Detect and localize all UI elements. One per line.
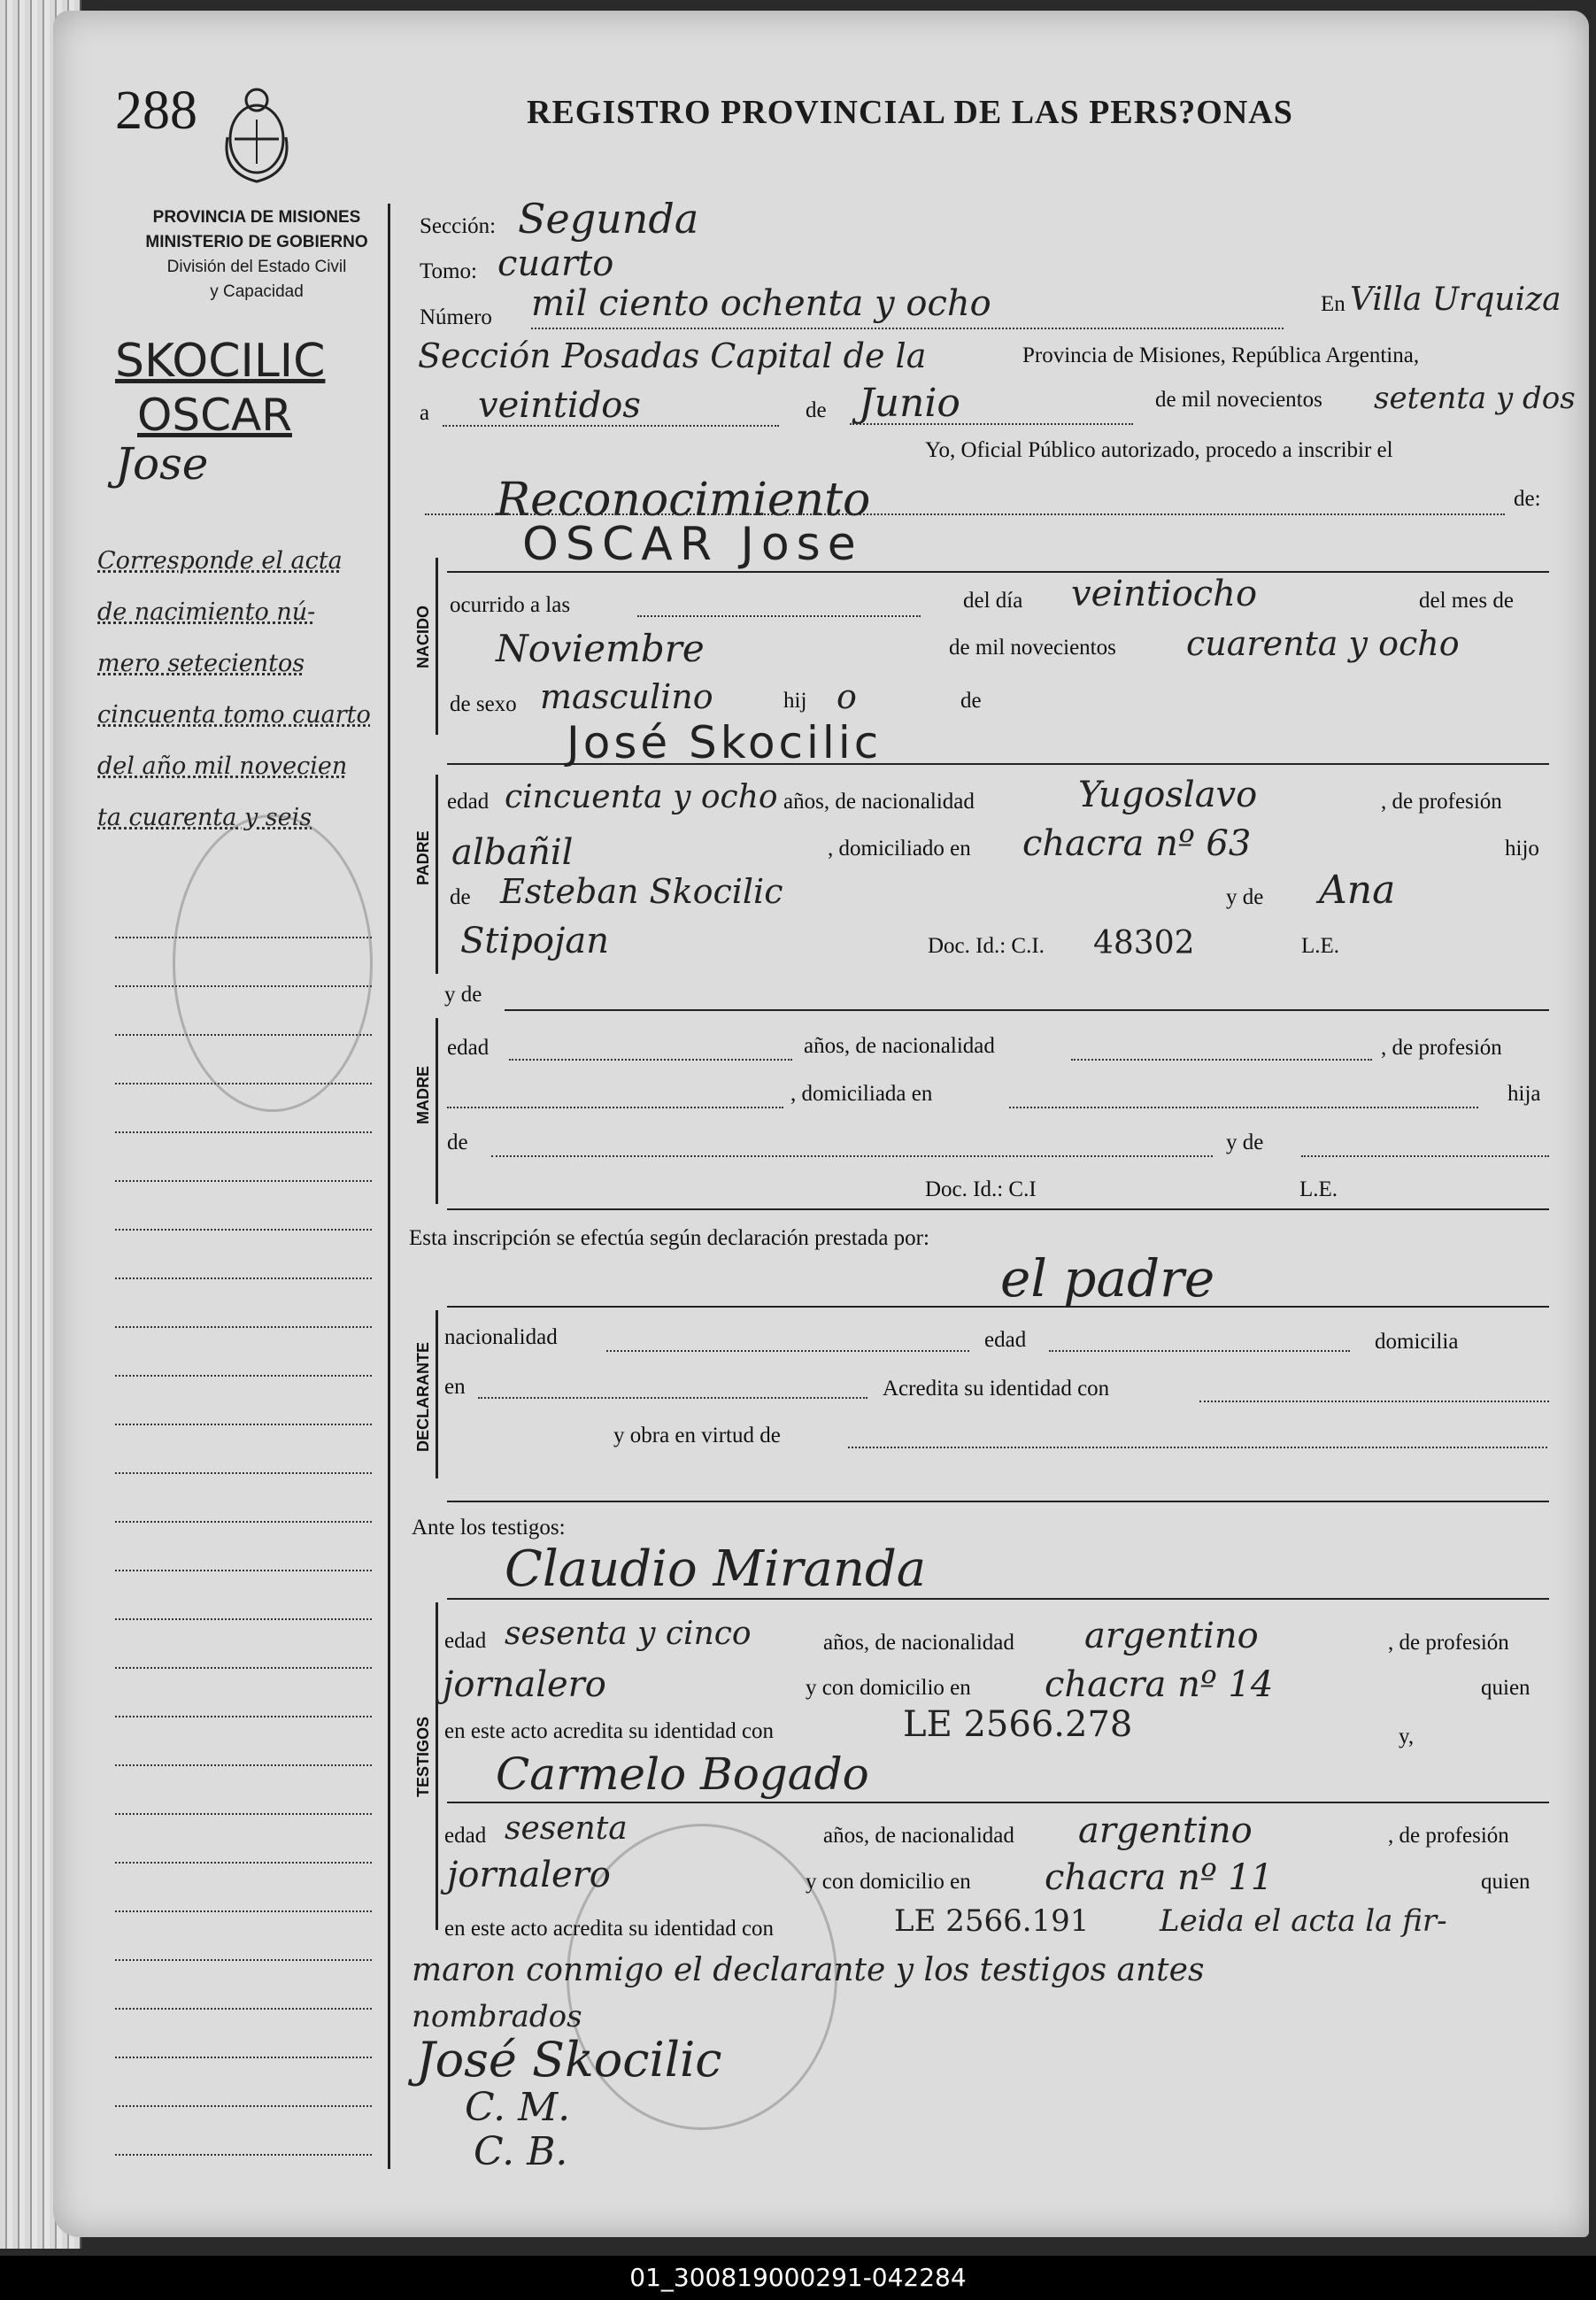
margin-note: [97, 536, 371, 844]
margin-rule-line: [115, 1375, 372, 1377]
margin-rule-line: [115, 1424, 372, 1425]
madre-prof-line: [447, 1107, 783, 1108]
t1-doc-value: LE 2566.278: [903, 1704, 1133, 1745]
padre-prof-label: , de profesión: [1381, 790, 1502, 814]
declarante-obra-label: y obra en virtud de: [613, 1424, 781, 1447]
abuela-apellido: Stipojan: [460, 921, 609, 961]
numero-value: mil ciento ochenta y ocho: [531, 283, 991, 324]
testigo2-nombre: Carmelo Bogado: [496, 1748, 869, 1800]
madre-y-de2-label: y de: [1226, 1131, 1264, 1154]
margin-rule-line: [115, 1862, 372, 1864]
main-vertical-rule: [388, 204, 390, 2169]
margin-rule-line: [115, 2154, 372, 2156]
office-line-3: División del Estado Civil: [166, 258, 347, 276]
margin-rule-line: [115, 1521, 372, 1523]
oficial-text: Yo, Oficial Público autorizado, procedo a inscribir el: [925, 438, 1393, 462]
madre-doc-label: Doc. Id.: C.I: [925, 1177, 1037, 1201]
margin-rule-line: [115, 1813, 372, 1815]
declarante-section-label: DECLARANTE: [414, 1342, 432, 1452]
t1-prof-value: jornalero: [443, 1664, 606, 1705]
closing-line-2: maron conmigo el declarante y los testigos antes: [412, 1952, 1205, 1988]
declarante-edad-line: [1049, 1350, 1350, 1352]
numero-label: Número: [420, 305, 492, 329]
t2-dom-label: y con domicilio en: [806, 1870, 971, 1894]
page-title: REGISTRO PROVINCIAL DE LAS PERS?ONAS: [527, 94, 1293, 131]
margin-note-line: ta cuarenta y seis: [97, 804, 312, 831]
margin-note-line: del año mil novecien: [97, 753, 348, 780]
padre-edad-value: cincuenta y ocho: [505, 779, 778, 815]
madre-madre-line: [1301, 1155, 1549, 1157]
declarante-intro: Esta inscripción se efectúa según declaración prestada por:: [409, 1226, 929, 1250]
margin-rule-line: [115, 1180, 372, 1182]
padre-prof-value: albañil: [451, 832, 574, 873]
page-number: 288: [115, 81, 197, 141]
nacido-dia-value: veintiocho: [1071, 574, 1258, 614]
ocurrido-label: ocurrido a las: [450, 593, 571, 617]
margin-rule-line: [115, 1910, 372, 1912]
declarante-nac-label: nacionalidad: [444, 1325, 558, 1349]
padre-dom-value: chacra nº 63: [1022, 823, 1252, 864]
nacido-rule: [436, 558, 438, 735]
hijo-label: hij: [783, 689, 807, 713]
padre-edad-label: edad: [447, 790, 490, 814]
margin-rule-line: [115, 1764, 372, 1766]
t1-prof-label: , de profesión: [1388, 1631, 1509, 1655]
mes-line: [850, 423, 1133, 425]
t2-prof-label: , de profesión: [1388, 1824, 1509, 1848]
margin-note-line: cincuenta tomo cuarto: [97, 701, 371, 729]
declarante-en-line: [478, 1397, 867, 1399]
image-id-label: 01_300819000291-042284: [629, 2263, 967, 2292]
margin-rule-line: [115, 1959, 372, 1961]
declarante-end-line: [447, 1501, 1549, 1502]
argentina-coat-of-arms-icon: [217, 84, 297, 190]
t2-edad-value: sesenta: [505, 1810, 628, 1847]
testigo-initials: C. M.: [465, 2085, 571, 2130]
nombre-value: OSCAR Jose: [522, 518, 863, 571]
t2-edad-label: edad: [444, 1824, 487, 1848]
office-line-1: PROVINCIA DE MISIONES: [152, 208, 361, 227]
madre-y-de-label: y de: [444, 983, 482, 1007]
t1-nac-value: argentino: [1084, 1616, 1259, 1656]
t2-nac-label: años, de nacionalidad: [823, 1824, 1014, 1848]
margin-given-2: Jose: [115, 438, 209, 490]
padre-dom-label: , domiciliado en: [828, 837, 971, 861]
dia-value: veintidos: [478, 385, 641, 426]
declarante-acredita-line: [1199, 1401, 1549, 1402]
margin-surname: SKOCILIC: [115, 335, 326, 388]
t1-quien-label: quien: [1481, 1676, 1530, 1700]
t1-edad-value: sesenta y cinco: [505, 1616, 752, 1652]
office-block: [106, 205, 407, 305]
office-line-4: y Capacidad: [210, 282, 304, 301]
t2-quien-label: quien: [1481, 1870, 1530, 1894]
declarante-value: el padre: [1000, 1248, 1215, 1308]
t1-dom-value: chacra nº 14: [1045, 1664, 1274, 1705]
provincia-text: Provincia de Misiones, República Argentina,: [1022, 343, 1420, 367]
margin-rule-line: [115, 1277, 372, 1279]
declarante-dom-label: domicilia: [1375, 1330, 1459, 1354]
sexo-label: de sexo: [450, 692, 517, 716]
padre-de-label: de: [450, 885, 471, 909]
margin-rule-line: [115, 1472, 372, 1474]
padre-le-label: L.E.: [1301, 934, 1340, 958]
nacido-mes-value: Noviembre: [496, 627, 705, 670]
registry-stamp: [173, 814, 373, 1112]
margin-rule-line: [115, 2057, 372, 2058]
en-label: En: [1321, 292, 1345, 316]
de-label: de: [806, 398, 827, 422]
tomo-label: Tomo:: [420, 259, 477, 283]
madre-nac-label: años, de nacionalidad: [804, 1034, 995, 1058]
testigo1-nombre: Claudio Miranda: [505, 1540, 927, 1598]
del-mes-label: del mes de: [1419, 589, 1514, 613]
acto-line: [425, 513, 1505, 515]
t2-prof-value: jornalero: [447, 1855, 611, 1895]
en-value: Villa Urquiza: [1350, 282, 1561, 318]
margin-rule-line: [115, 1618, 372, 1620]
numero-line: [531, 328, 1284, 329]
nacido-section-label: NACIDO: [414, 606, 432, 668]
declarante-signature: José Skocilic: [416, 2032, 722, 2088]
margin-rule-line: [115, 2008, 372, 2010]
t1-y-label: y,: [1399, 1725, 1415, 1748]
nombre-line: [447, 571, 1549, 573]
margin-note-line: de nacimiento nú-: [97, 598, 316, 626]
t1-nac-label: años, de nacionalidad: [823, 1631, 1014, 1655]
madre-nombre-line: [505, 1009, 1549, 1011]
declarante-rule: [436, 1310, 438, 1478]
nacido-de-label: de: [960, 689, 982, 713]
mes-value: Junio: [859, 381, 960, 426]
testigos-section-label: TESTIGOS: [414, 1716, 432, 1797]
margin-rule-line: [115, 1229, 372, 1231]
acto-value: Reconocimiento: [496, 474, 871, 527]
abuela-value: Ana: [1319, 868, 1396, 913]
lugar-value: Sección Posadas Capital de la: [418, 336, 927, 375]
closing-line-1: Leida el acta la fir-: [1160, 1903, 1447, 1939]
declarante-nac-line: [606, 1350, 969, 1352]
closing-line-3: nombrados: [412, 1999, 582, 2034]
office-line-2: MINISTERIO DE GOBIERNO: [145, 233, 368, 251]
padre-nac-value: Yugoslavo: [1078, 775, 1258, 815]
margin-rule-line: [115, 2105, 372, 2107]
nacido-anio-label: de mil novecientos: [949, 636, 1116, 660]
testigo-initials-2: C. B.: [474, 2129, 568, 2174]
margin-note-line: mero setecientos: [97, 650, 305, 677]
padre-y-de-label: y de: [1226, 885, 1264, 909]
padre-rule: [436, 775, 438, 974]
margin-rule-line: [115, 1570, 372, 1571]
declarante-acredita-label: Acredita su identidad con: [883, 1377, 1110, 1401]
hijo-value: o: [837, 677, 857, 716]
tomo-value: cuarto: [497, 243, 614, 284]
padre-hijo-label: hijo: [1505, 837, 1539, 861]
madre-edad-label: edad: [447, 1036, 490, 1060]
madre-de-label: de: [447, 1131, 468, 1154]
madre-rule: [436, 1018, 438, 1204]
margin-rule-line: [115, 1131, 372, 1133]
margin-rule-line: [115, 1667, 372, 1669]
abuelo-value: Esteban Skocilic: [500, 872, 783, 911]
anio-value: setenta y dos: [1374, 381, 1576, 416]
padre-nombre-value: José Skocilic: [567, 717, 883, 768]
seccion-label: Sección:: [420, 214, 497, 238]
madre-end-line: [447, 1208, 1549, 1210]
madre-hija-label: hija: [1507, 1082, 1541, 1106]
del-dia-label: del día: [963, 589, 1023, 613]
madre-dom-line: [1009, 1107, 1478, 1108]
t1-edad-label: edad: [444, 1629, 487, 1653]
testigos-intro: Ante los testigos:: [412, 1516, 566, 1540]
declarante-en-label: en: [444, 1375, 466, 1399]
t2-acredita-label: en este acto acredita su identidad con: [444, 1917, 775, 1941]
testigo1-nombre-line: [447, 1598, 1549, 1600]
margin-rule-line: [115, 1326, 372, 1328]
testigo2-nombre-line: [447, 1802, 1549, 1803]
madre-edad-line: [509, 1059, 792, 1061]
t2-doc-value: LE 2566.191: [894, 1903, 1090, 1939]
nacido-anio-value: cuarenta y ocho: [1186, 624, 1460, 663]
testigos-rule: [436, 1602, 438, 1930]
t1-acredita-label: en este acto acredita su identidad con: [444, 1719, 775, 1743]
t2-nac-value: argentino: [1078, 1810, 1253, 1851]
madre-le-label: L.E.: [1299, 1177, 1338, 1201]
madre-section-label: MADRE: [414, 1066, 432, 1124]
padre-doc-value: 48302: [1093, 925, 1195, 961]
padre-nombre-line: [447, 763, 1549, 765]
madre-nac-line: [1071, 1059, 1372, 1061]
margin-given-1: OSCAR: [137, 390, 292, 441]
sexo-value: masculino: [540, 677, 713, 716]
anio-label: de mil novecientos: [1155, 388, 1322, 412]
t1-dom-label: y con domicilio en: [806, 1676, 971, 1700]
margin-note-line: Corresponde el acta: [97, 547, 343, 575]
padre-section-label: PADRE: [414, 830, 432, 885]
madre-padre-line: [491, 1155, 1213, 1157]
declarante-obra-line: [848, 1447, 1547, 1448]
margin-rule-line: [115, 1716, 372, 1717]
padre-doc-label: Doc. Id.: C.I.: [928, 934, 1045, 958]
madre-prof-label: , de profesión: [1381, 1036, 1502, 1060]
padre-nac-label: años, de nacionalidad: [783, 790, 975, 814]
de-colon: de:: [1514, 487, 1541, 511]
seccion-value: Segunda: [518, 195, 699, 243]
t2-dom-value: chacra nº 11: [1045, 1857, 1274, 1898]
declarante-line: [447, 1306, 1549, 1308]
madre-dom-label: , domiciliada en: [790, 1082, 933, 1106]
dia-line: [443, 425, 779, 427]
ocurrido-line: [637, 615, 921, 617]
declarante-edad-label: edad: [984, 1328, 1027, 1352]
a-label: a: [420, 401, 430, 425]
